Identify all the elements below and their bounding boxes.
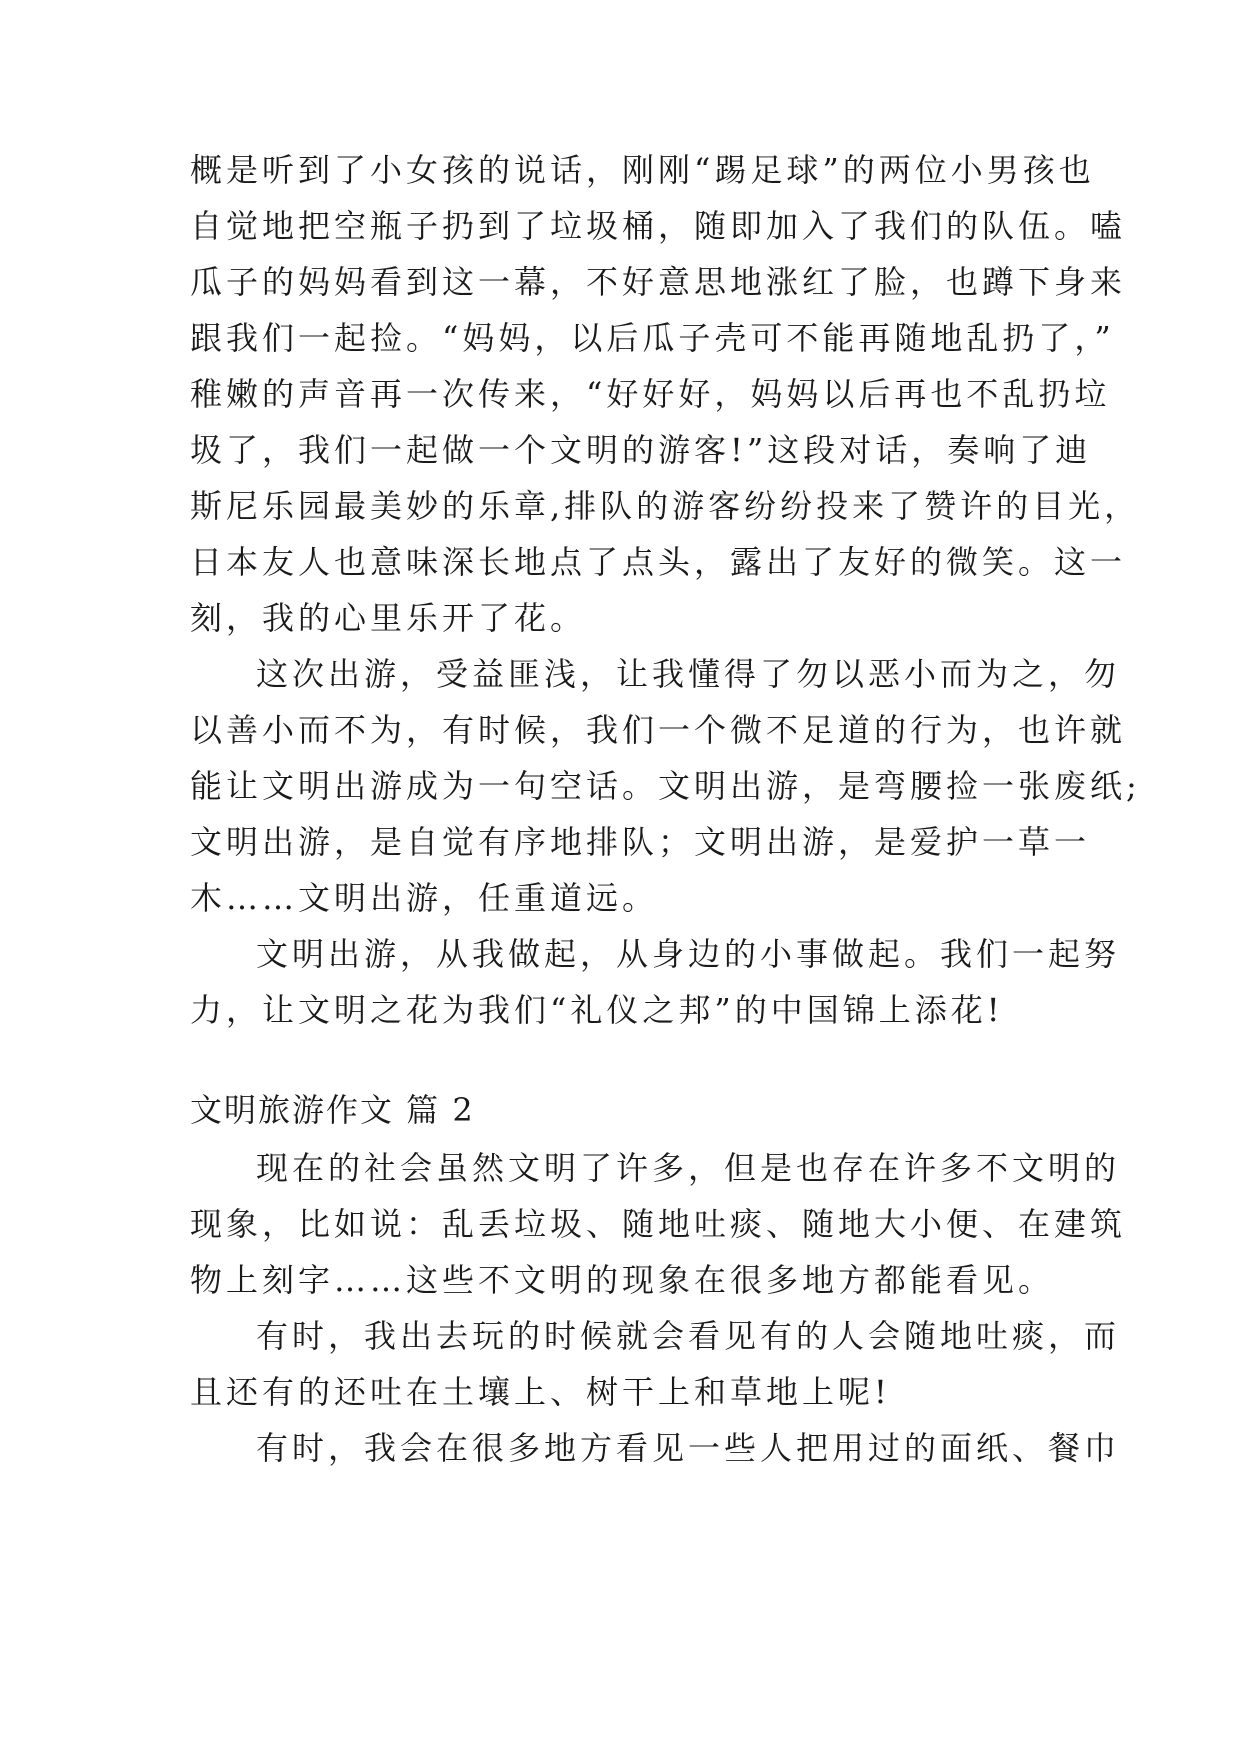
text-line: 日本友人也意味深长地点了点头，露出了友好的微笑。这一 — [190, 543, 1127, 581]
text-line: 瓜子的妈妈看到这一幕，不好意思地涨红了脸，也蹲下身来 — [190, 263, 1127, 301]
section-heading: 文明旅游作文 篇 2 — [190, 1091, 475, 1129]
text-line: 有时，我出去玩的时候就会看见有的人会随地吐痰，而 — [256, 1317, 1121, 1355]
text-line: 文明出游，是自觉有序地排队；文明出游，是爱护一草一 — [190, 823, 1091, 861]
text-line: 现象，比如说：乱丢垃圾、随地吐痰、随地大小便、在建筑 — [190, 1205, 1127, 1243]
text-line: 稚嫩的声音再一次传来，“好好好，妈妈以后再也不乱扔垃 — [190, 375, 1111, 413]
text-line: 且还有的还吐在土壤上、树干上和草地上呢! — [190, 1373, 891, 1411]
text-line: 这次出游，受益匪浅，让我懂得了勿以恶小而为之，勿 — [256, 655, 1121, 693]
text-line: 有时，我会在很多地方看见一些人把用过的面纸、餐巾 — [256, 1429, 1121, 1467]
text-line: 概是听到了小女孩的说话，刚刚“踢足球”的两位小男孩也 — [190, 151, 1095, 189]
text-line: 斯尼乐园最美妙的乐章,排队的游客纷纷投来了赞许的目光， — [190, 487, 1141, 525]
text-line: 木……文明出游，任重道远。 — [190, 879, 659, 917]
text-line: 现在的社会虽然文明了许多，但是也存在许多不文明的 — [256, 1149, 1121, 1187]
text-line: 能让文明出游成为一句空话。文明出游，是弯腰捡一张废纸; — [190, 767, 1141, 805]
text-line: 圾了，我们一起做一个文明的游客!”这段对话，奏响了迪 — [190, 431, 1092, 469]
text-line: 自觉地把空瓶子扔到了垃圾桶，随即加入了我们的队伍。嗑 — [190, 207, 1127, 245]
text-line: 跟我们一起捡。“妈妈，以后瓜子壳可不能再随地乱扔了，” — [190, 319, 1115, 357]
text-line: 文明出游，从我做起，从身边的小事做起。我们一起努 — [256, 935, 1121, 973]
text-line: 物上刻字……这些不文明的现象在很多地方都能看见。 — [190, 1261, 1055, 1299]
text-line: 刻，我的心里乐开了花。 — [190, 599, 587, 637]
text-line: 力，让文明之花为我们“礼仪之邦”的中国锦上添花! — [190, 991, 1004, 1029]
text-line: 以善小而不为，有时候，我们一个微不足道的行为，也许就 — [190, 711, 1127, 749]
